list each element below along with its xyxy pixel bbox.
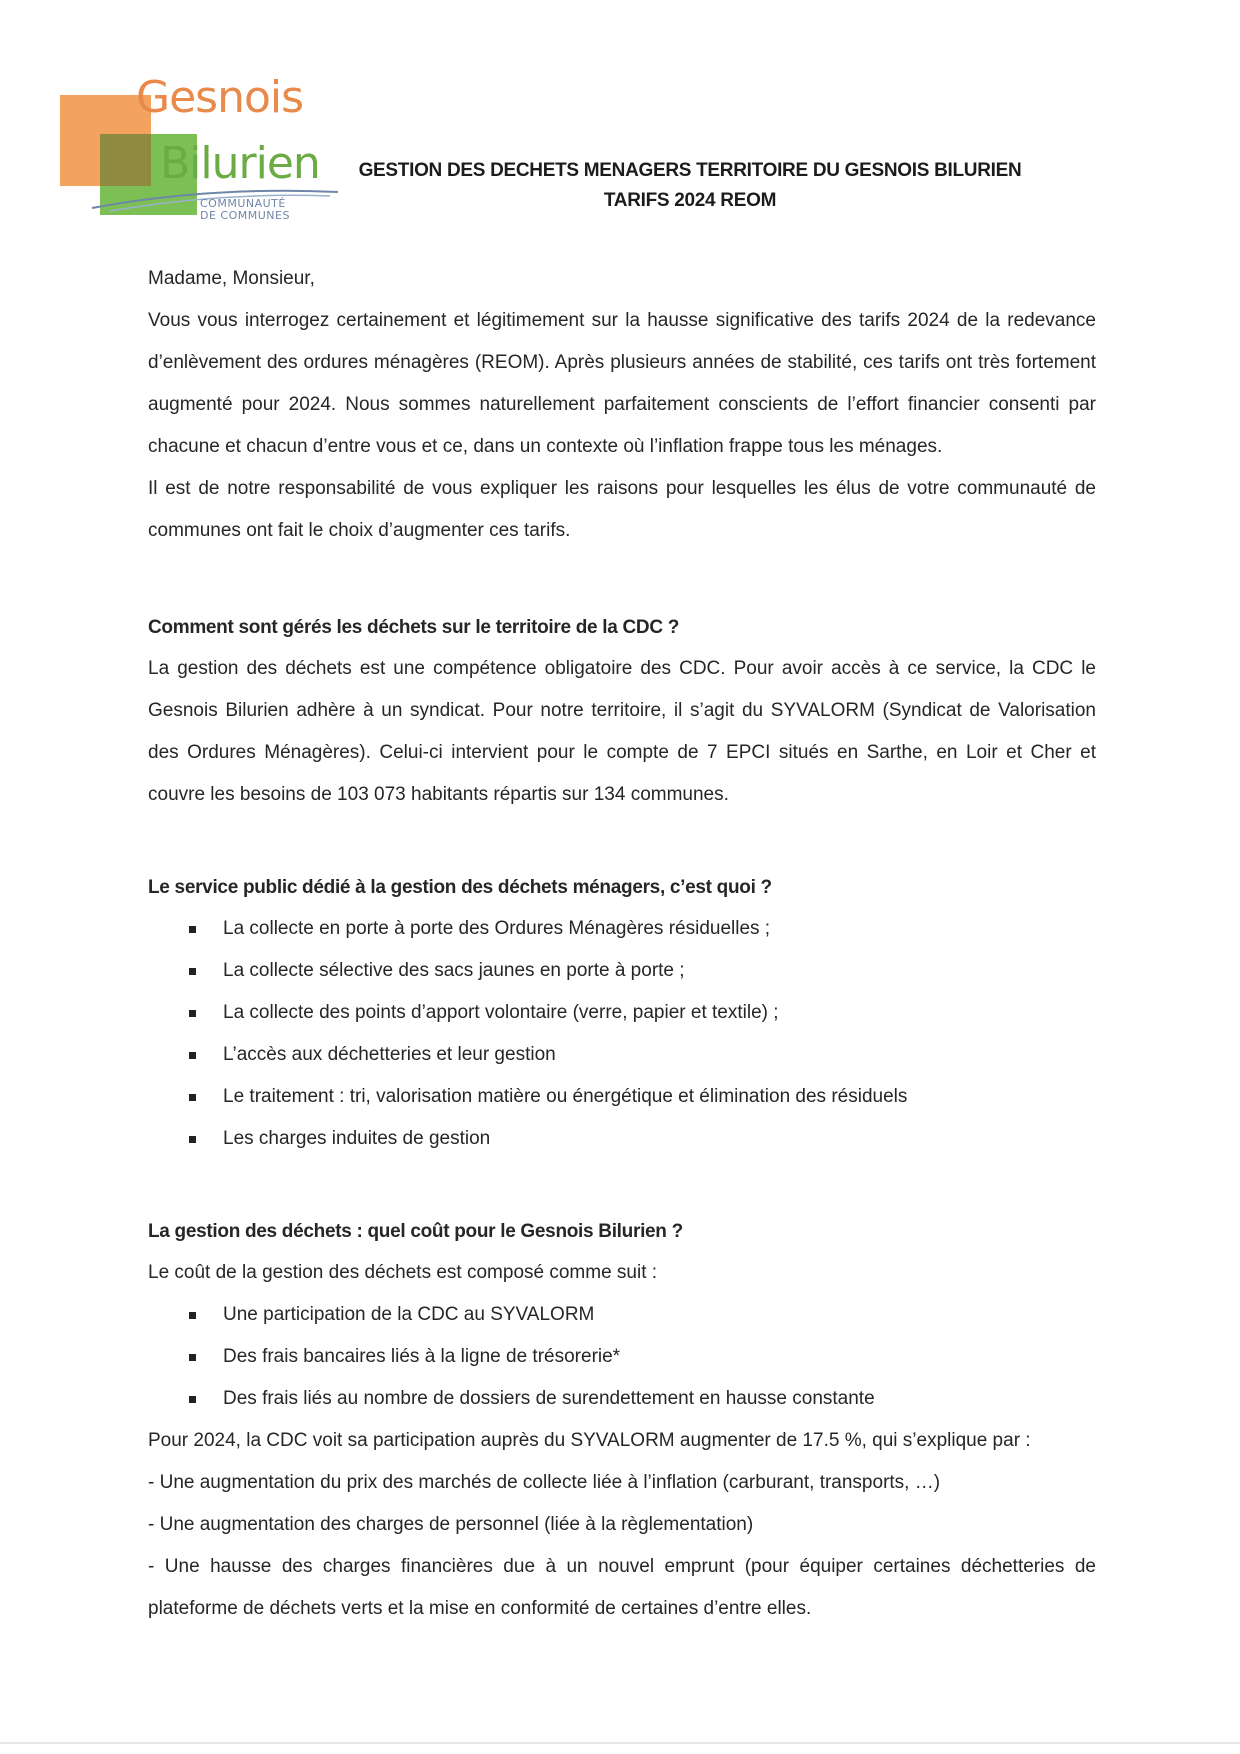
list-item: L’accès aux déchetteries et leur gestion [148,1034,1096,1076]
header-title: GESTION DES DECHETS MENAGERS TERRITOIRE DU GESNOIS BILURIEN [358,160,1022,181]
logo-subtitle-line1: COMMUNAUTÉ [200,197,286,210]
list-item: La collecte sélective des sacs jaunes en porte à porte ; [148,950,1096,992]
section-heading-public-service: Le service public dédié à la gestion des déchets ménagers, c’est quoi ? [148,877,772,898]
document-header [340,156,1040,216]
cost-lead-text: Le coût de la gestion des déchets est composé comme suit : [148,1262,658,1283]
cost-increase-text: Pour 2024, la CDC voit sa participation auprès du SYVALORM augmenter de 17.5 %, qui s’explique par : [148,1430,1031,1451]
list-item: La collecte en porte à porte des Ordures Ménagères résiduelles ; [148,908,1096,950]
bullet-square-icon [189,1136,196,1143]
gesnois-bilurien-logo [60,72,340,232]
service-bullet-list [148,908,1096,1160]
bullet-square-icon [189,1094,196,1101]
bullet-square-icon [189,1312,196,1319]
page-bottom-edge [0,1742,1240,1744]
section-heading-management: Comment sont gérés les déchets sur le territoire de la CDC ? [148,617,680,638]
letter-body [148,258,1096,1630]
logo-overlap-square [100,134,151,186]
cost-reason-2: - Une augmentation des charges de personnel (liée à la règlementation) [148,1514,754,1535]
section-heading-cost: La gestion des déchets : quel coût pour le Gesnois Bilurien ? [148,1221,683,1242]
list-item: Une participation de la CDC au SYVALORM [148,1294,1096,1336]
cost-reason-1: - Une augmentation du prix des marchés de collecte liée à l’inflation (carburant, transports, …) [148,1472,941,1493]
bullet-square-icon [189,1396,196,1403]
logo-subtitle-line2: DE COMMUNES [200,209,290,222]
list-item: La collecte des points d’apport volontaire (verre, papier et textile) ; [148,992,1096,1034]
section-text-management: La gestion des déchets est une compétence obligatoire des CDC. Pour avoir accès à ce service, la CDC le Gesnois Bilurien adhère à un syndicat. Pour notre territoire, il s’agit du SYVALORM (Syndicat de Valorisation des Ordures Ménagères). Celui-ci intervient pour le compte de 7 EPCI situés en Sarthe, en Loir et Cher et couvre les besoins de 103 073 habitants répartis sur 134 communes. [148,658,1096,805]
logo-word-bilurien: Bilurien [160,138,320,189]
list-item: Les charges induites de gestion [148,1118,1096,1160]
cost-reason-3: - Une hausse des charges financières due à un nouvel emprunt (pour équiper certaines déchetteries de plateforme de déchets verts et la mise en conformité de certaines d’entre elles. [148,1556,1096,1619]
bullet-square-icon [189,968,196,975]
header-subtitle: TARIFS 2024 REOM [603,190,777,211]
bullet-square-icon [189,1052,196,1059]
intro-paragraph-1: Vous vous interrogez certainement et légitimement sur la hausse significative des tarifs 2024 de la redevance d’enlèvement des ordures ménagères (REOM). Après plusieurs années de stabilité, ces tarifs ont très fortement augmenté pour 2024. Nous sommes naturellement parfaitement conscients de l’effort financier consenti par chacune et chacun d’entre vous et ce, dans un contexte où l’inflation frappe tous les ménages. [148,310,1096,457]
bullet-square-icon [189,1010,196,1017]
list-item: Des frais liés au nombre de dossiers de surendettement en hausse constante [148,1378,1096,1420]
bullet-square-icon [189,1354,196,1361]
greeting: Madame, Monsieur, [148,268,315,289]
intro-paragraph-2: Il est de notre responsabilité de vous expliquer les raisons pour lesquelles les élus de votre communauté de communes ont fait le choix d’augmenter ces tarifs. [148,478,1096,541]
logo-word-gesnois: Gesnois [136,72,304,123]
bullet-square-icon [189,926,196,933]
list-item: Le traitement : tri, valorisation matière ou énergétique et élimination des résiduels [148,1076,1096,1118]
list-item: Des frais bancaires liés à la ligne de trésorerie* [148,1336,1096,1378]
cost-bullet-list [148,1294,1096,1420]
